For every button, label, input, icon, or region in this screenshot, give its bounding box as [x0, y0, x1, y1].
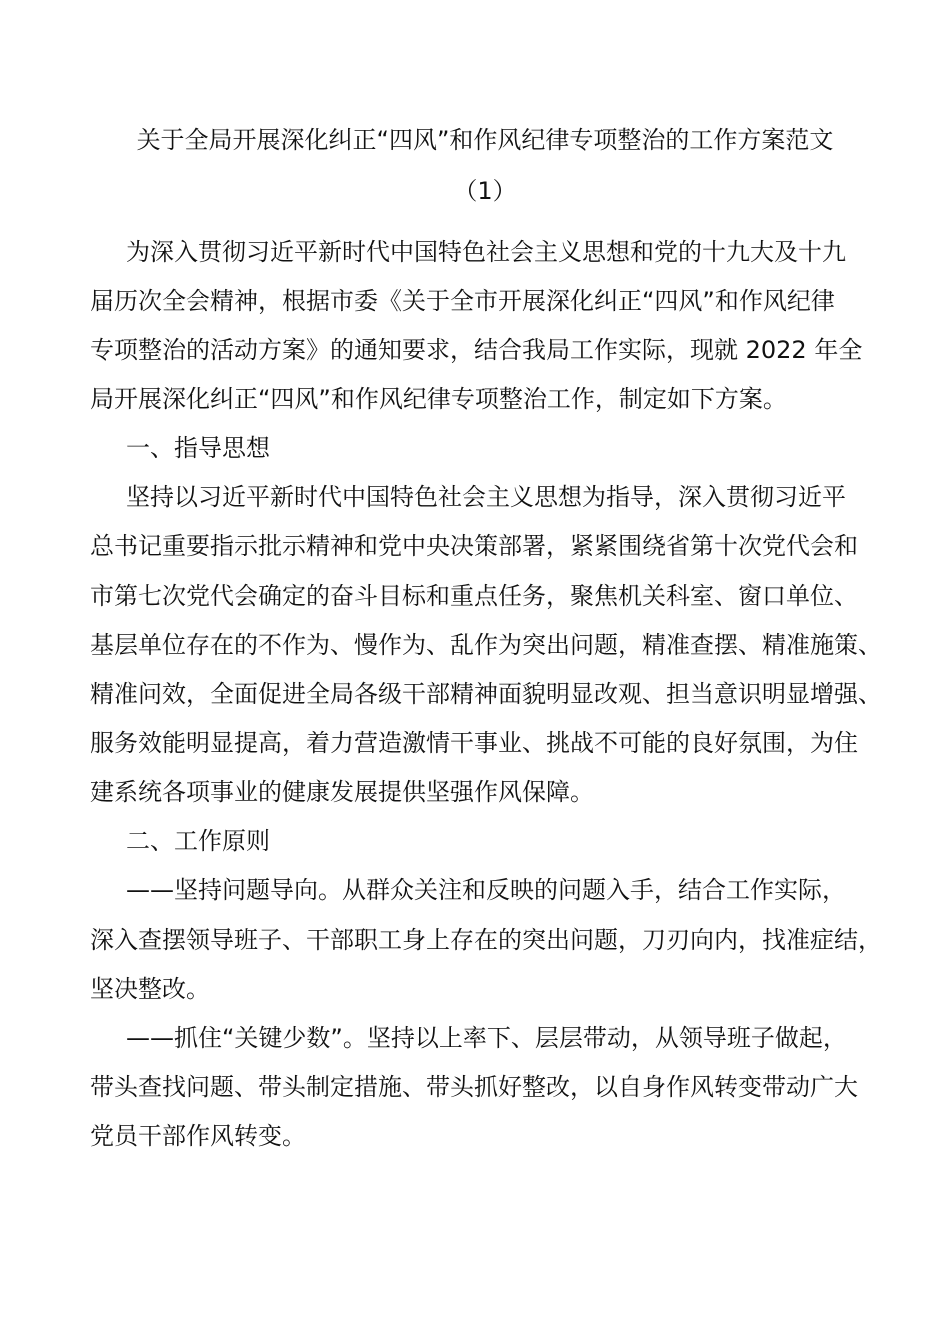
paragraph-line: 届历次全会精神，根据市委《关于全市开展深化纠正“四风”和作风纪律: [90, 287, 835, 315]
paragraph-line: 局开展深化纠正“四风”和作风纪律专项整治工作，制定如下方案。: [90, 385, 787, 413]
document-title-number: （1）: [453, 177, 517, 205]
paragraph-line: 建系统各项事业的健康发展提供坚强作风保障。: [90, 778, 594, 806]
paragraph-line: ——坚持问题导向。从群众关注和反映的问题入手，结合工作实际，: [126, 876, 846, 904]
paragraph-line: 党员干部作风转变。: [90, 1122, 306, 1150]
paragraph-line: 深入查摆领导班子、干部职工身上存在的突出问题，刀刃向内，找准症结，: [90, 926, 882, 954]
paragraph-line: ——抓住“关键少数”。坚持以上率下、层层带动，从领导班子做起，: [126, 1024, 847, 1052]
paragraph-line: 市第七次党代会确定的奋斗目标和重点任务，聚焦机关科室、窗口单位、: [90, 582, 858, 610]
paragraph-line: 专项整治的活动方案》的通知要求，结合我局工作实际，现就 2022 年全: [90, 336, 863, 364]
paragraph-line: 精准问效，全面促进全局各级干部精神面貌明显改观、担当意识明显增强、: [90, 680, 882, 708]
paragraph-line: 坚持以习近平新时代中国特色社会主义思想为指导，深入贯彻习近平: [126, 483, 846, 511]
paragraph-line: 基层单位存在的不作为、慢作为、乱作为突出问题，精准查摆、精准施策、: [90, 631, 882, 659]
section-heading: 二、工作原则: [126, 827, 270, 855]
paragraph-line: 为深入贯彻习近平新时代中国特色社会主义思想和党的十九大及十九: [126, 238, 846, 266]
paragraph-line: 总书记重要指示批示精神和党中央决策部署，紧紧围绕省第十次党代会和: [90, 532, 858, 560]
paragraph-line: 服务效能明显提高，着力营造激情干事业、挑战不可能的良好氛围，为住: [90, 729, 858, 757]
document-title: 关于全局开展深化纠正“四风”和作风纪律专项整治的工作方案范文: [136, 126, 834, 154]
section-heading: 一、指导思想: [126, 434, 270, 462]
paragraph-line: 坚决整改。: [90, 975, 210, 1003]
paragraph-line: 带头查找问题、带头制定措施、带头抓好整改，以自身作风转变带动广大: [90, 1073, 858, 1101]
